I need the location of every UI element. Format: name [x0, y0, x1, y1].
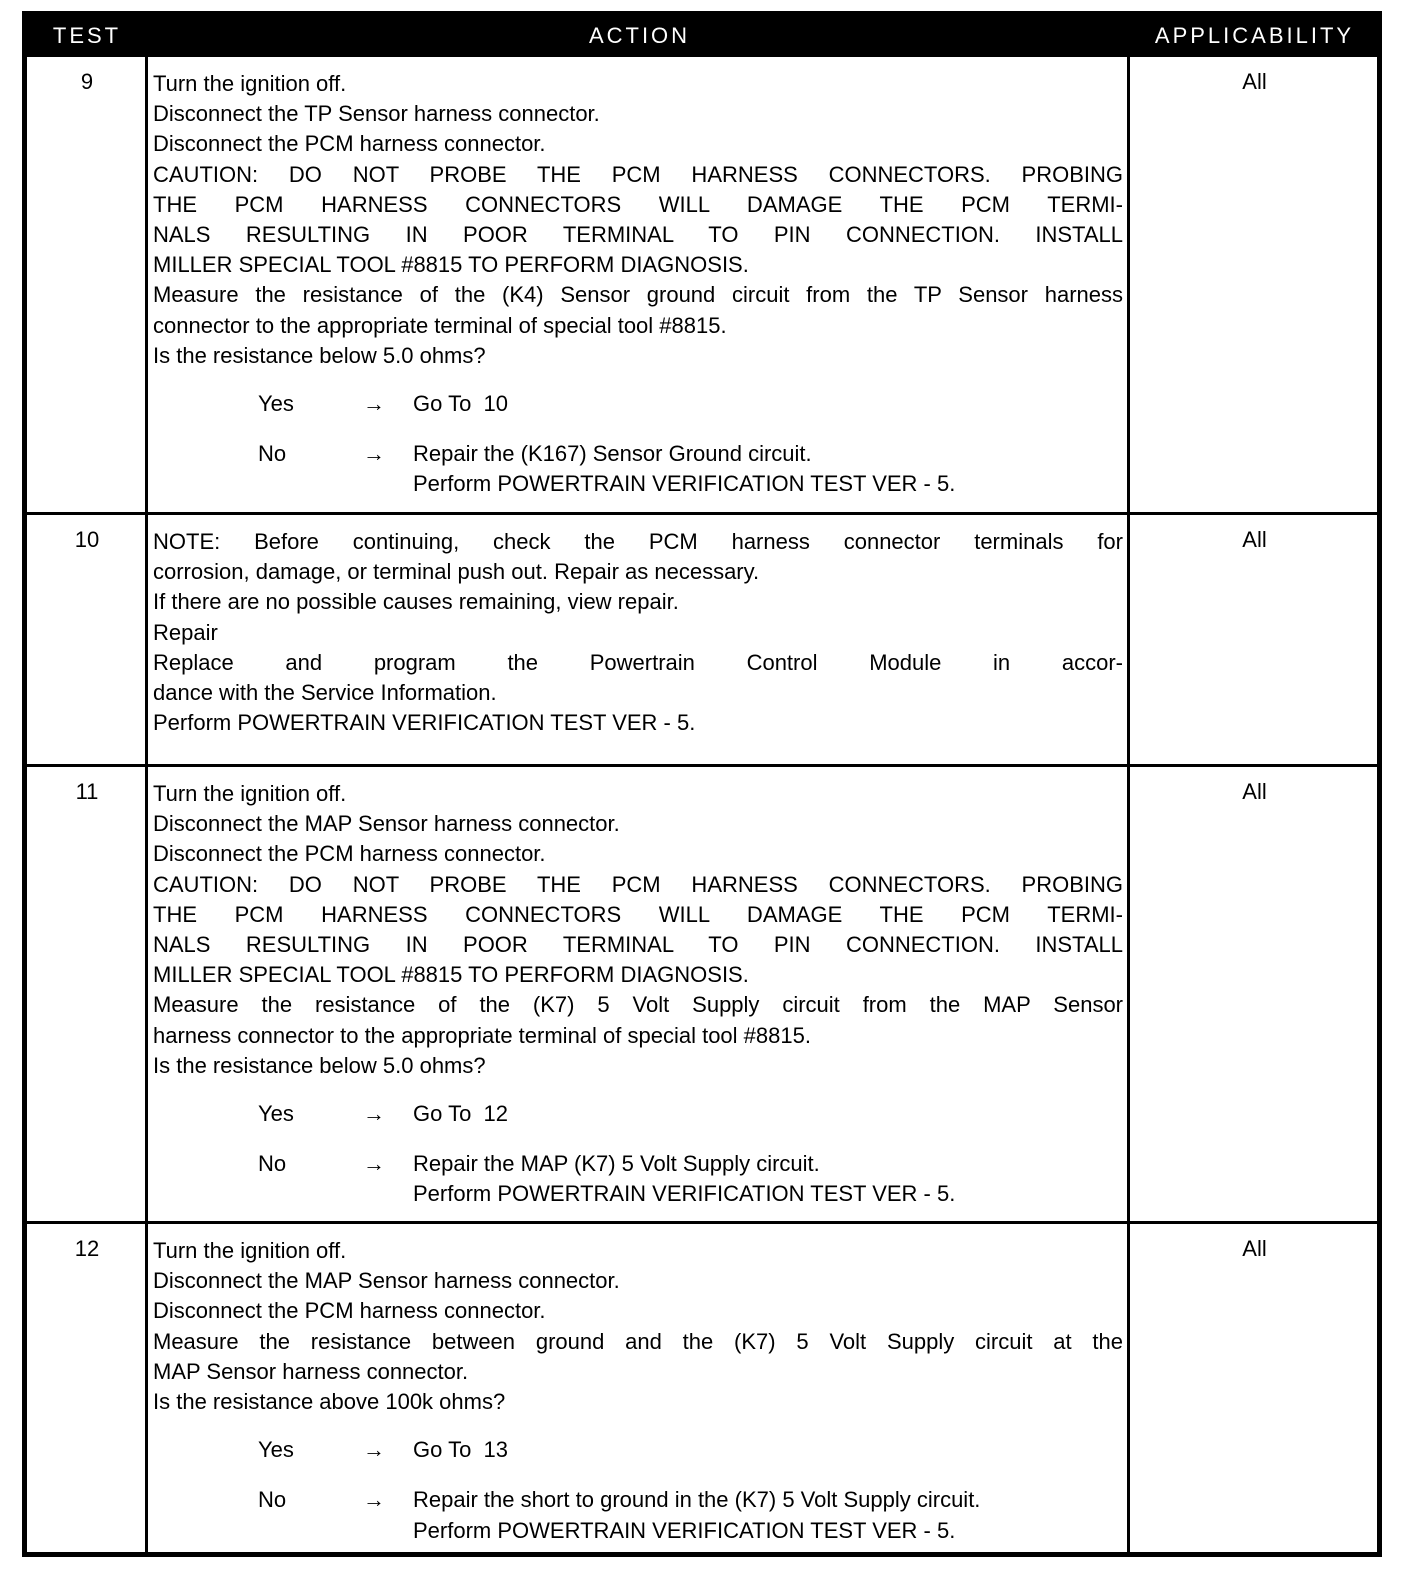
action-line: Measure the resistance between ground and the (K7) 5 Volt Supply circuit at the	[153, 1328, 1123, 1354]
caution-line: MILLER SPECIAL TOOL #8815 TO PERFORM DIAGNOSIS.	[153, 962, 749, 988]
no-result-line: Repair the MAP (K7) 5 Volt Supply circuit.	[413, 1151, 820, 1177]
no-result	[413, 1149, 1123, 1209]
applicability-cell: All	[1242, 779, 1267, 804]
no-branch	[153, 1149, 1123, 1209]
diagnostic-table	[22, 11, 1382, 1557]
verification-line: Perform POWERTRAIN VERIFICATION TEST VER - 5.	[413, 1517, 956, 1543]
no-result-line: Repair the short to ground in the (K7) 5 Volt Supply circuit.	[413, 1487, 981, 1513]
action-cell	[153, 779, 1123, 1210]
action-line: Disconnect the MAP Sensor harness connector.	[153, 811, 620, 837]
action-line: Disconnect the TP Sensor harness connector.	[153, 101, 600, 127]
caution-line: NALS RESULTING IN POOR TERMINAL TO PIN CONNECTION. INSTALL	[153, 932, 1123, 958]
note-line: corrosion, damage, or terminal push out. Repair as necessary.	[153, 559, 760, 585]
yes-label: Yes	[258, 1437, 294, 1463]
header-action: ACTION	[588, 23, 691, 48]
yes-result: Go To 10	[413, 391, 508, 417]
applicability-cell: All	[1242, 527, 1267, 552]
arrow-right-icon: →	[363, 1101, 385, 1127]
test-number: 9	[80, 69, 94, 94]
table-row-test-10	[27, 512, 1377, 767]
yes-label: Yes	[258, 1101, 294, 1127]
repair-line: Replace and program the Powertrain Control Module in accor-	[153, 649, 1123, 675]
no-result	[413, 439, 1123, 499]
test-number: 10	[74, 527, 100, 552]
action-line: Turn the ignition off.	[153, 781, 347, 806]
action-line: Measure the resistance of the (K7) 5 Volt Supply circuit from the MAP Sensor	[153, 992, 1123, 1018]
header-applicability: APPLICABILITY	[1154, 23, 1355, 48]
caution-line: NALS RESULTING IN POOR TERMINAL TO PIN CONNECTION. INSTALL	[153, 222, 1123, 248]
action-cell	[153, 1236, 1123, 1546]
no-label: No	[258, 1151, 287, 1177]
no-label: No	[258, 441, 287, 467]
verification-line: Perform POWERTRAIN VERIFICATION TEST VER - 5.	[153, 710, 696, 736]
caution-line: THE PCM HARNESS CONNECTORS WILL DAMAGE THE PCM TERMI-	[153, 901, 1123, 927]
table-row-test-12	[27, 1221, 1377, 1555]
action-line: Turn the ignition off.	[153, 71, 347, 96]
action-line: Turn the ignition off.	[153, 1238, 347, 1263]
yes-result: Go To 12	[413, 1101, 508, 1127]
caution-line: CAUTION: DO NOT PROBE THE PCM HARNESS CONNECTORS. PROBING	[153, 871, 1123, 897]
action-line: Measure the resistance of the (K4) Sensor ground circuit from the TP Sensor harness	[153, 282, 1123, 308]
question-line: Is the resistance below 5.0 ohms?	[153, 342, 486, 368]
test-number: 11	[75, 779, 99, 804]
note-line: NOTE: Before continuing, check the PCM harness connector terminals for	[153, 529, 1123, 554]
caution-line: CAUTION: DO NOT PROBE THE PCM HARNESS CONNECTORS. PROBING	[153, 161, 1123, 187]
yes-branch	[153, 1435, 1123, 1465]
no-label: No	[258, 1487, 287, 1513]
applicability-cell: All	[1242, 1236, 1267, 1261]
no-branch	[153, 1485, 1123, 1545]
yes-result: Go To 13	[413, 1437, 508, 1463]
yes-branch	[153, 389, 1123, 419]
applicability-cell: All	[1242, 69, 1267, 94]
header-test: TEST	[52, 23, 122, 48]
question-line: Is the resistance above 100k ohms?	[153, 1389, 506, 1415]
arrow-right-icon: →	[363, 1151, 385, 1177]
test-number: 12	[74, 1236, 100, 1261]
action-line: connector to the appropriate terminal of special tool #8815.	[153, 312, 727, 338]
question-line: Is the resistance below 5.0 ohms?	[153, 1052, 486, 1078]
arrow-right-icon: →	[363, 1487, 385, 1513]
no-branch	[153, 439, 1123, 499]
yes-label: Yes	[258, 391, 294, 417]
action-line: If there are no possible causes remaining, view repair.	[153, 589, 679, 615]
yes-branch	[153, 1099, 1123, 1129]
repair-line: dance with the Service Information.	[153, 680, 497, 706]
action-line: Disconnect the MAP Sensor harness connector.	[153, 1268, 620, 1294]
arrow-right-icon: →	[363, 391, 385, 417]
no-result-line: Repair the (K167) Sensor Ground circuit.	[413, 441, 812, 467]
arrow-right-icon: →	[363, 1437, 385, 1463]
action-cell	[153, 69, 1123, 500]
action-line: harness connector to the appropriate terminal of special tool #8815.	[153, 1022, 811, 1048]
arrow-right-icon: →	[363, 441, 385, 467]
table-header	[27, 16, 1377, 57]
verification-line: Perform POWERTRAIN VERIFICATION TEST VER - 5.	[413, 1181, 956, 1207]
action-cell	[153, 527, 1123, 738]
table-row-test-9	[27, 57, 1377, 512]
action-line: Disconnect the PCM harness connector.	[153, 841, 546, 867]
table-row-test-11	[27, 764, 1377, 1224]
verification-line: Perform POWERTRAIN VERIFICATION TEST VER - 5.	[413, 471, 956, 497]
action-line: MAP Sensor harness connector.	[153, 1358, 469, 1384]
repair-label: Repair	[153, 619, 218, 645]
no-result	[413, 1485, 1123, 1545]
action-line: Disconnect the PCM harness connector.	[153, 131, 546, 157]
action-line: Disconnect the PCM harness connector.	[153, 1298, 546, 1324]
caution-line: THE PCM HARNESS CONNECTORS WILL DAMAGE THE PCM TERMI-	[153, 191, 1123, 217]
caution-line: MILLER SPECIAL TOOL #8815 TO PERFORM DIAGNOSIS.	[153, 252, 749, 278]
